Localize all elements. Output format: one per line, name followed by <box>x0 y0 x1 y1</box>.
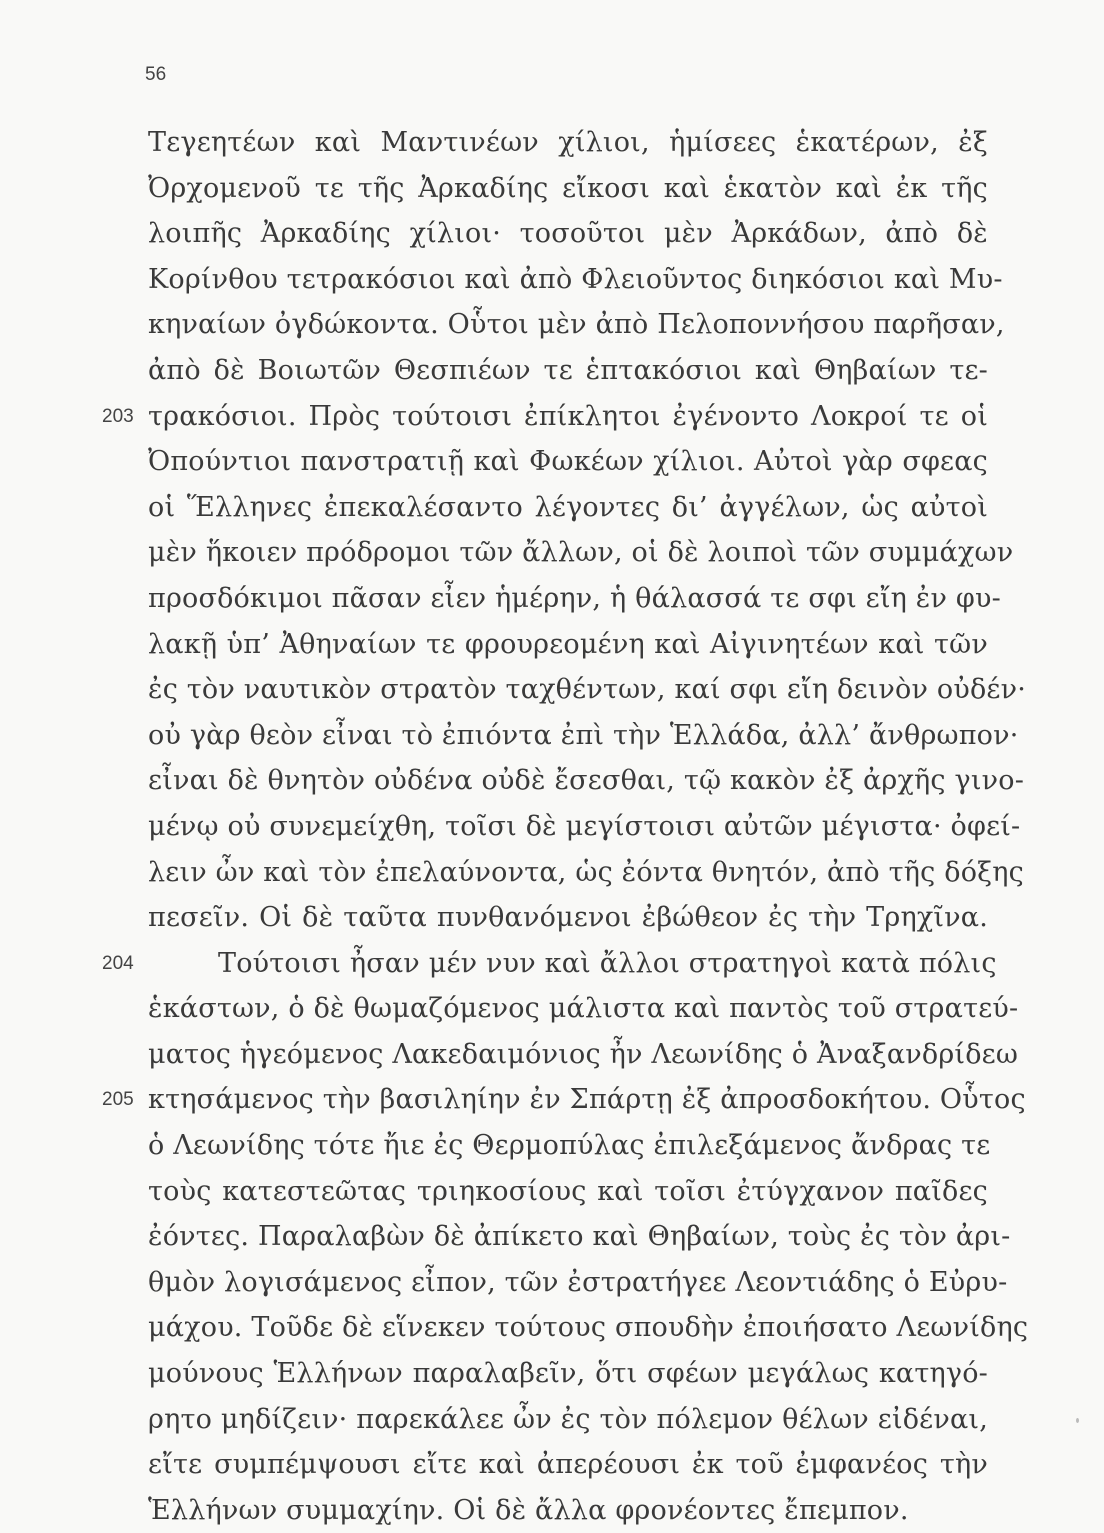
line-text: εἶναι δὲ θνητὸν οὐδένα οὐδὲ ἔσεσθαι, τῷ κακὸν ἐξ ἀρχῆς γινο- <box>148 765 1025 797</box>
text-line <box>148 166 988 212</box>
text-line <box>148 1488 988 1533</box>
text-line <box>148 1305 1029 1351</box>
body-text <box>102 120 1029 1533</box>
line-text: Ὀπούντιοι πανστρατιῇ καὶ Φωκέων χίλιοι. Αὐτοὶ γὰρ σφεας <box>148 446 988 478</box>
text-line <box>148 485 988 531</box>
text-line <box>148 1260 1008 1306</box>
line-text: ἐόντες. Παραλαβὼν δὲ ἀπίκετο καὶ Θηβαίων, τοὺς ἐς τὸν ἀρι- <box>148 1221 1011 1253</box>
text-line <box>148 257 1003 303</box>
text-line <box>148 1032 1019 1078</box>
line-text: τρακόσιοι. Πρὸς τούτοισι ἐπίκλητοι ἐγένοντο Λοκροί τε οἱ <box>148 400 988 432</box>
text-line <box>148 1123 991 1169</box>
line-text: εἴτε συμπέμψουσι εἴτε καὶ ἀπερέουσι ἐκ τοῦ ἐμφανέος τὴν <box>148 1449 988 1481</box>
line-text: ρητο μηδίζειν· παρεκάλεε ὦν ἐς τὸν πόλεμον θέλων εἰδέναι, <box>148 1403 988 1435</box>
paper-speck <box>1076 1418 1079 1423</box>
text-line <box>148 1169 988 1215</box>
line-text: μούνους Ἑλλήνων παραλαβεῖν, ὅτι σφέων μεγάλως κατηγό- <box>148 1358 988 1390</box>
line-text: μάχου. Τοῦδε δὲ εἵνεκεν τούτους σπουδὴν ἐποιήσατο Λεωνίδης <box>148 1312 1029 1344</box>
text-line <box>148 302 1005 348</box>
line-text: τοὺς κατεστεῶτας τριηκοσίους καὶ τοῖσι ἐτύγχανον παῖδες <box>148 1175 988 1207</box>
line-text: Κορίνθου τετρακόσιοι καὶ ἀπὸ Φλειοῦντος διηκόσιοι καὶ Μυ- <box>148 263 1003 295</box>
text-line <box>148 667 1026 713</box>
text-line <box>148 576 1001 622</box>
line-text: μὲν ἥκοιεν πρόδρομοι τῶν ἄλλων, οἱ δὲ λοιποὶ τῶν συμμάχων <box>148 537 1014 569</box>
text-line <box>102 941 997 987</box>
text-line <box>148 530 1014 576</box>
line-text: οὐ γὰρ θεὸν εἶναι τὸ ἐπιόντα ἐπὶ τὴν Ἑλλάδα, ἀλλ’ ἄνθρωπον· <box>148 719 1019 751</box>
section-number: 205 <box>102 1089 134 1111</box>
line-text: λειν ὦν καὶ τὸν ἐπελαύνοντα, ὡς ἐόντα θνητόν, ἀπὸ τῆς δόξης <box>148 856 1024 888</box>
text-line <box>148 348 988 394</box>
line-text: οἱ Ἕλληνες ἐπεκαλέσαντο λέγοντες δι’ ἀγγέλων, ὡς αὐτοὶ <box>148 491 988 523</box>
text-line <box>148 622 988 668</box>
text-line <box>148 120 988 166</box>
text-line <box>148 1442 988 1488</box>
text-line <box>148 804 1021 850</box>
line-text: ἀπὸ δὲ Βοιωτῶν Θεσπιέων τε ἑπτακόσιοι καὶ Θηβαίων τε- <box>148 354 988 386</box>
line-text: πεσεῖν. Οἱ δὲ ταῦτα πυνθανόμενοι ἐβώθεον ἐς τὴν Τρηχῖνα. <box>148 902 988 934</box>
section-number: 204 <box>102 952 134 974</box>
text-line <box>148 758 1025 804</box>
line-text: λακῇ ὑπ’ Ἀθηναίων τε φρουρεομένη καὶ Αἰγινητέων καὶ τῶν <box>148 628 988 660</box>
text-line <box>102 1077 1026 1123</box>
line-text: Τεγεητέων καὶ Μαντινέων χίλιοι, ἡμίσεες ἑκατέρων, ἐξ <box>148 127 988 158</box>
line-text: μένῳ οὐ συνεμείχθη, τοῖσι δὲ μεγίστοισι αὐτῶν μέγιστα· ὀφεί- <box>148 810 1021 842</box>
text-line <box>148 850 1024 896</box>
line-text: προσδόκιμοι πᾶσαν εἶεν ἡμέρην, ἡ θάλασσά τε σφι εἴη ἐν φυ- <box>148 582 1001 614</box>
line-text: κηναίων ὀγδώκοντα. Οὗτοι μὲν ἀπὸ Πελοποννήσου παρῆσαν, <box>148 309 1005 341</box>
text-line <box>148 211 988 257</box>
line-text: ματος ἡγεόμενος Λακεδαιμόνιος ἦν Λεωνίδης ὁ Ἀναξανδρίδεω <box>148 1038 1019 1070</box>
text-line <box>148 713 1019 759</box>
text-line <box>148 1214 1011 1260</box>
line-text: λοιπῆς Ἀρκαδίης χίλιοι· τοσοῦτοι μὲν Ἀρκάδων, ἀπὸ δὲ <box>148 218 988 250</box>
line-text: θμὸν λογισάμενος εἶπον, τῶν ἐστρατήγεε Λεοντιάδης ὁ Εὐρυ- <box>148 1266 1008 1298</box>
section-number: 203 <box>102 405 134 427</box>
text-line <box>148 1397 988 1443</box>
text-line <box>102 394 988 440</box>
line-text: ὁ Λεωνίδης τότε ἤιε ἐς Θερμοπύλας ἐπιλεξάμενος ἄνδρας τε <box>148 1130 991 1162</box>
text-line <box>148 986 1019 1032</box>
text-line <box>148 1351 988 1397</box>
line-text: Ὀρχομενοῦ τε τῆς Ἀρκαδίης εἴκοσι καὶ ἑκατὸν καὶ ἐκ τῆς <box>148 172 988 204</box>
page-number: 56 <box>145 64 167 85</box>
text-line <box>148 895 988 941</box>
line-text: Τούτοισι ἦσαν μέν νυν καὶ ἄλλοι στρατηγοὶ κατὰ πόλις <box>218 947 997 979</box>
line-text: ἐς τὸν ναυτικὸν στρατὸν ταχθέντων, καί σφι εἴη δεινὸν οὐδέν· <box>148 674 1026 706</box>
line-text: ἑκάστων, ὁ δὲ θωμαζόμενος μάλιστα καὶ παντὸς τοῦ στρατεύ- <box>148 993 1019 1025</box>
text-line <box>148 439 988 485</box>
line-text: κτησάμενος τὴν βασιληίην ἐν Σπάρτῃ ἐξ ἀπροσδοκήτου. Οὗτος <box>148 1084 1026 1116</box>
line-text: Ἑλλήνων συμμαχίην. Οἱ δὲ ἄλλα φρονέοντες ἔπεμπον. <box>148 1494 909 1526</box>
